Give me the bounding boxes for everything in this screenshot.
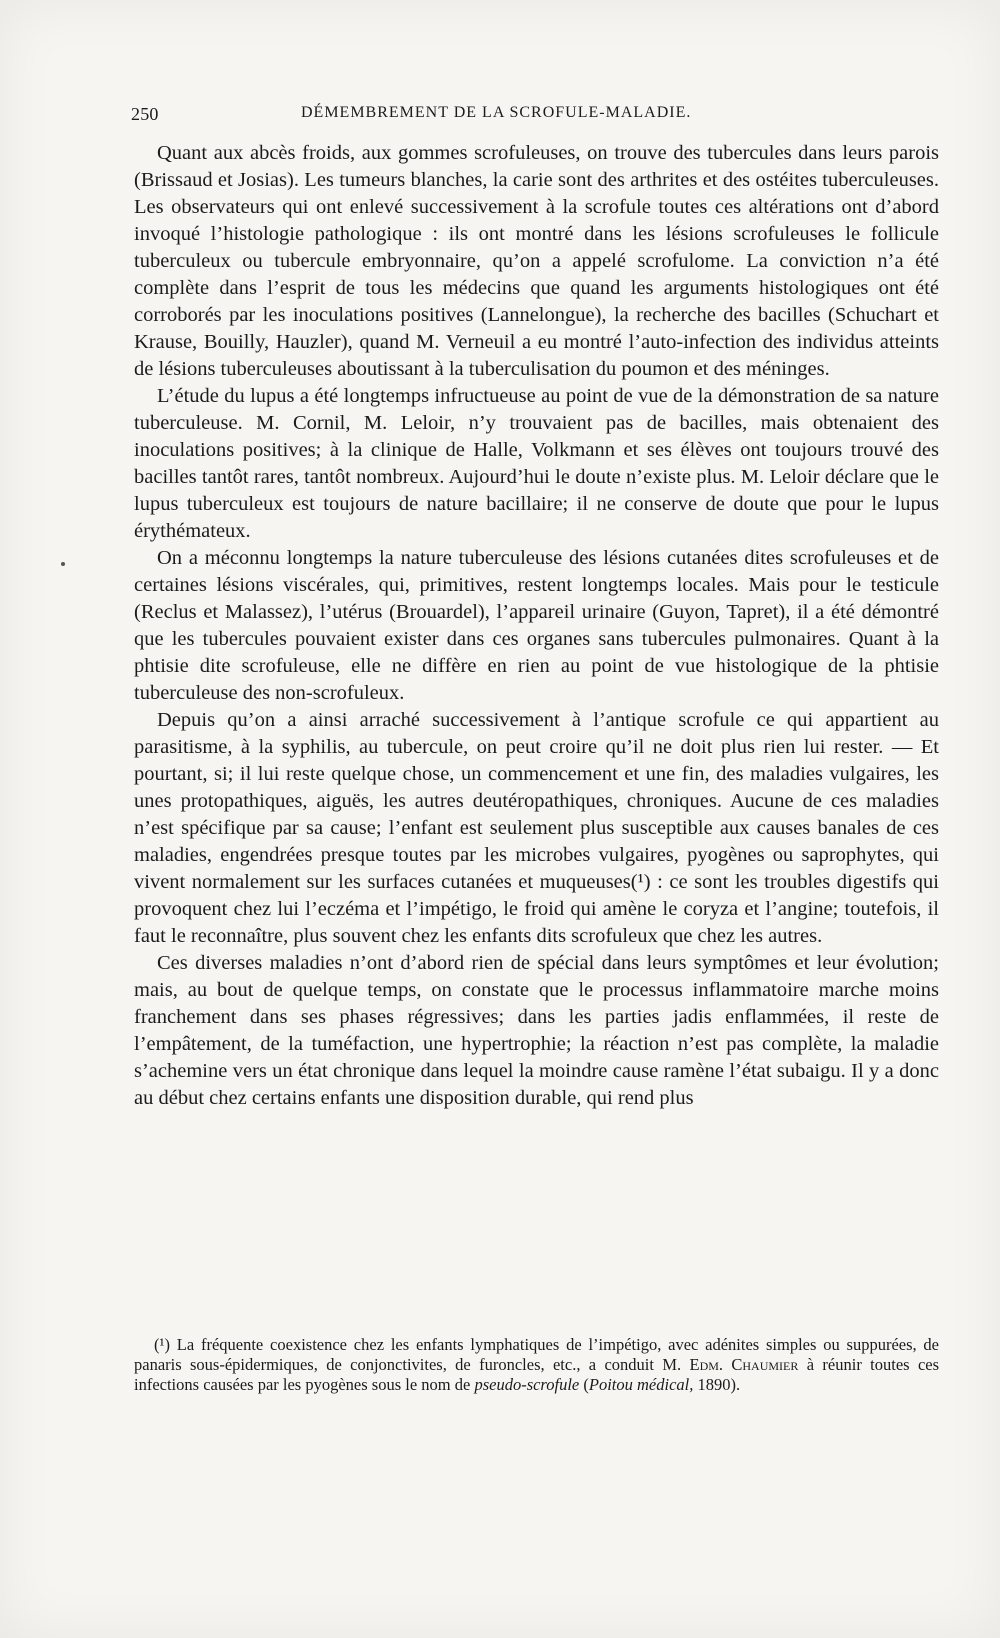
running-head <box>131 104 876 134</box>
footnote-term: pseudo-scrofule <box>474 1375 580 1394</box>
footnote-year: 1890). <box>697 1375 741 1394</box>
footnote-author: M. Edm. Chaumier <box>662 1355 799 1374</box>
footnote-text-part-2: à réunir toutes ces infections causées par les pyogènes sous le nom de <box>134 1355 940 1394</box>
footnote-text-part-1: La fréquente coexistence chez les enfants lymphatiques de l’impétigo, avec adénites simples ou suppurées, de panaris sous-épidermiques, de conjonctivites, de furoncles, etc., a conduit <box>134 1335 940 1374</box>
paragraph-antique-scrofule: Depuis qu’on a ainsi arraché successivement à l’antique scrofule ce qui appartient au parasitisme, à la syphilis, au tubercule, on peut croire qu’il ne doit plus rien lui rester. — Et pourtant, si; il lui reste quelque chose, un commencement et une fin, des maladies vulgaires, les unes protopathiques, aiguës, les autres deutéropathiques, chroniques. Aucune de ces maladies n’est spécifique par sa cause; l’enfant est seulement plus susceptible aux causes banales de ces maladies, engendrées presque toutes par les microbes vulgaires, pyogènes ou saprophytes, qui vivent normalement sur les surfaces cutanées et muqueuses(¹) : ce sont les troubles digestifs qui provoquent chez lui l’eczéma et l’impétigo, le froid qui amène le coryza et l’angine; toutefois, il faut le reconnaître, plus souvent chez les enfants dits scrofuleux que chez les autres. <box>134 709 939 947</box>
footnote <box>134 1335 939 1395</box>
page-number: 250 <box>131 104 159 124</box>
body-text <box>134 140 939 1112</box>
paragraph-diverses-maladies: Ces diverses maladies n’ont d’abord rien de spécial dans leurs symptômes et leur évolution; mais, au bout de quelque temps, on constate que le processus inflammatoire marche moins franchement dans ses phases régressives; dans les parties jadis enflammées, il reste de l’empâtement, de la tuméfaction, une hypertrophie; la réaction n’est pas complète, la maladie s’achemine vers un état chronique dans lequel la moindre cause ramène l’état subaigu. Il y a donc au début chez certains enfants une disposition durable, qui rend plus <box>134 952 939 1109</box>
footnote-marker: (¹) <box>154 1335 170 1354</box>
footnote-area <box>134 1335 939 1395</box>
paragraph-lupus: L’étude du lupus a été longtemps infructueuse au point de vue de la démonstration de sa nature tuberculeuse. M. Cornil, M. Leloir, n’y trouvaient pas de bacilles, mais obtenaient des inoculations positives; à la clinique de Halle, Volkmann et ses élèves ont toujours trouvé des bacilles tantôt rares, tantôt nombreux. Aujourd’hui le doute n’existe plus. M. Leloir déclare que le lupus tuberculeux est toujours de nature bacillaire; il ne conserve de doute que pour le lupus érythémateux. <box>134 385 939 542</box>
footnote-source: Poitou médical, <box>588 1375 694 1394</box>
footnote-open-paren: ( <box>583 1375 589 1394</box>
running-title: DÉMEMBREMENT DE LA SCROFULE-MALADIE. <box>301 104 692 121</box>
paragraph-abces-froids: Quant aux abcès froids, aux gommes scrofuleuses, on trouve des tubercules dans leurs parois (Brissaud et Josias). Les tumeurs blanches, la carie sont des arthrites et des ostéites tuberculeuses. Les observateurs qui ont enlevé successivement à la scrofule toutes ces altérations ont d’abord invoqué l’histologie pathologique : ils ont montré dans les lésions scrofuleuses le follicule tuberculeux ou tubercule embryonnaire, qu’on a appelé scrofulome. La conviction n’a été complète dans l’esprit de tous les médecins que quand les arguments histologiques ont été corroborés par les inoculations positives (Lannelongue), la recherche des bacilles (Schuchart et Krause, Bouilly, Hauzler), quand M. Verneuil a eu montré l’auto-infection des individus atteints de lésions tuberculeuses aboutissant à la tuberculisation du poumon et des méninges. <box>134 142 939 380</box>
paragraph-lesions-cutanees: On a méconnu longtemps la nature tuberculeuse des lésions cutanées dites scrofuleuses et de certaines lésions viscérales, qui, primitives, restent longtemps locales. Mais pour le testicule (Reclus et Malassez), l’utérus (Brouardel), l’appareil urinaire (Guyon, Tapret), il a été démontré que les tubercules pouvaient exister dans ces organes sans tubercules pulmonaires. Quant à la phtisie dite scrofuleuse, elle ne diffère en rien au point de vue histologique de la phtisie tuberculeuse des non-scrofuleux. <box>134 547 939 704</box>
margin-mark <box>61 562 65 566</box>
